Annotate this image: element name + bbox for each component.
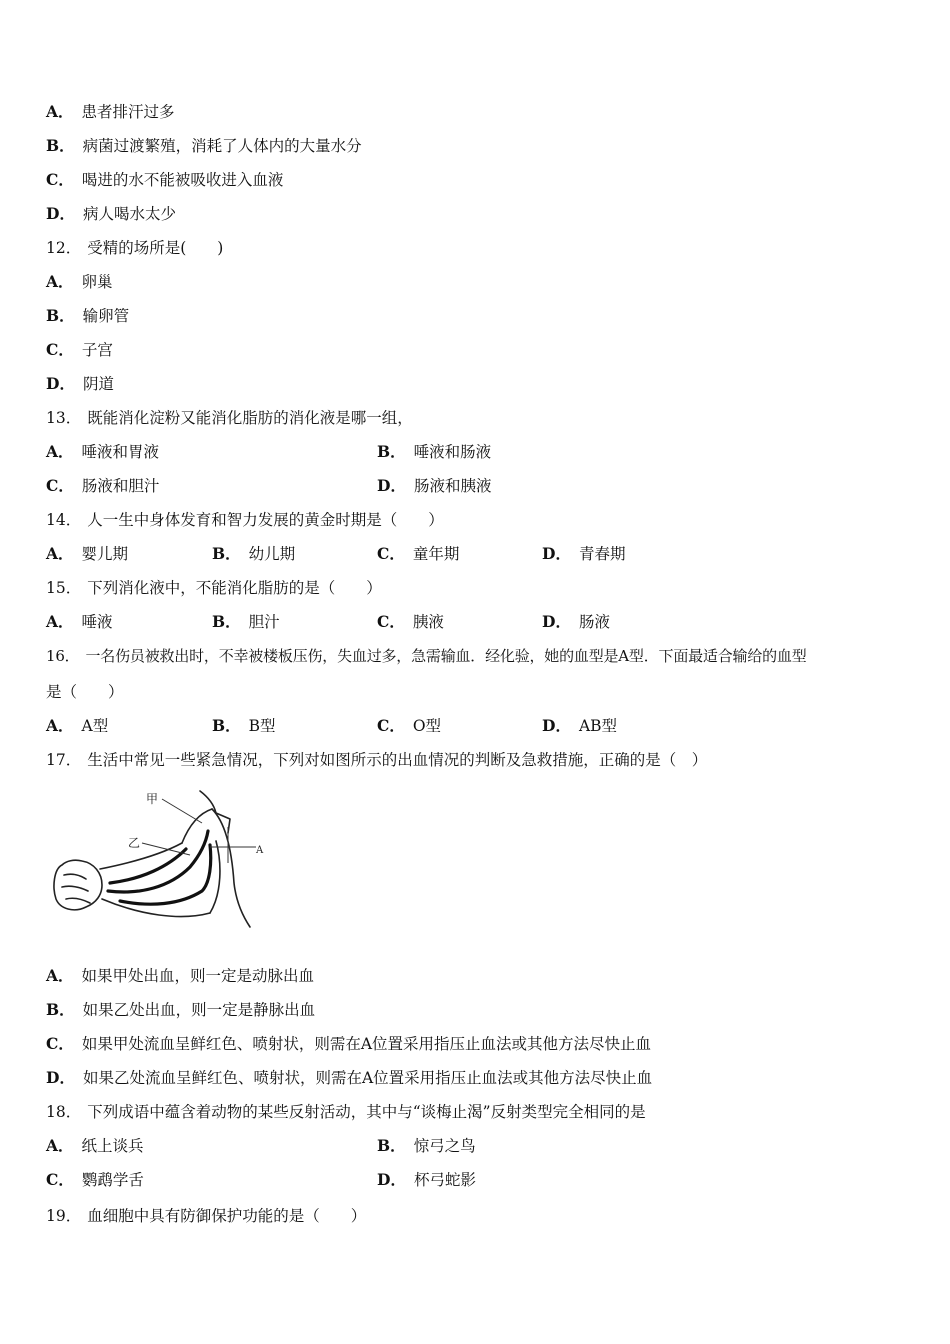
q12-option-b: B． 输卵管 <box>46 306 130 325</box>
q18-option-d: D． 杯弓蛇影 <box>377 1170 476 1189</box>
arm-bleeding-figure <box>50 783 265 933</box>
torso-line <box>212 809 250 927</box>
forearm-upper <box>100 843 182 869</box>
q15-option-d: D． 肠液 <box>542 612 610 631</box>
q13-option-b: B． 唾液和肠液 <box>377 442 492 461</box>
q17-option-d: D． 如果乙处流血呈鲜红色、喷射状，则需在A位置采用指压止血法或其他方法尽快止血 <box>46 1068 653 1087</box>
q18-option-b: B． 惊弓之鸟 <box>377 1136 476 1155</box>
q14-option-a: A． 婴儿期 <box>46 544 129 563</box>
q14-option-b: B． 幼儿期 <box>212 544 296 563</box>
q12-stem: 12． 受精的场所是( ) <box>46 239 224 257</box>
pointer-yi <box>142 843 190 855</box>
fist-outline <box>54 860 102 910</box>
label-a: A <box>256 845 264 856</box>
q17-stem: 17． 生活中常见一些紧急情况，下列对如图所示的出血情况的判断及急救措施，正确的是（ ） <box>46 751 708 769</box>
q16-stem-line1: 16． 一名伤员被救出时，不幸被楼板压伤，失血过多，急需输血．经化验，她的血型是A型．下面最适合输给的血型 <box>46 647 807 665</box>
q16-stem-line2: 是（ ） <box>46 683 124 701</box>
pointer-jia <box>162 799 202 823</box>
q13-option-d: D． 肠液和胰液 <box>377 476 492 495</box>
q11-option-c: C． 喝进的水不能被吸收进入血液 <box>46 170 284 189</box>
q15-option-b: B． 胆汁 <box>212 612 280 631</box>
vessel-main <box>108 831 208 892</box>
q13-stem: 13． 既能消化淀粉又能消化脂肪的消化液是哪一组， <box>46 409 413 427</box>
q12-option-c: C． 子宫 <box>46 340 113 359</box>
q16-option-c: C． O型 <box>377 716 442 735</box>
forearm-lower <box>102 899 210 917</box>
q14-stem: 14． 人一生中身体发育和智力发展的黄金时期是（ ） <box>46 511 444 529</box>
arm-diagram-svg <box>50 783 265 933</box>
fist-finger-3 <box>66 898 90 903</box>
q16-option-a: A． A型 <box>46 716 109 735</box>
fist-finger-1 <box>64 874 86 879</box>
label-yi: 乙 <box>128 836 141 850</box>
q16-option-b: B． B型 <box>212 716 276 735</box>
q17-option-b: B． 如果乙处出血，则一定是静脉出血 <box>46 1000 316 1019</box>
q12-option-a: A． 卵巢 <box>46 272 113 291</box>
q11-option-a: A． 患者排汗过多 <box>46 102 175 121</box>
q15-option-c: C． 胰液 <box>377 612 444 631</box>
label-jia: 甲 <box>146 792 159 806</box>
q11-option-b: B． 病菌过渡繁殖，消耗了人体内的大量水分 <box>46 136 362 155</box>
q17-option-c: C． 如果甲处流血呈鲜红色、喷射状，则需在A位置采用指压止血法或其他方法尽快止血 <box>46 1034 652 1053</box>
vessel-lower <box>120 845 211 904</box>
q18-stem: 18． 下列成语中蕴含着动物的某些反射活动，其中与“谈梅止渴”反射类型完全相同的是 <box>46 1103 646 1121</box>
q14-option-c: C． 童年期 <box>377 544 460 563</box>
q15-stem: 15． 下列消化液中，不能消化脂肪的是（ ） <box>46 579 382 597</box>
q17-option-a: A． 如果甲处出血，则一定是动脉出血 <box>46 966 315 985</box>
q13-option-c: C． 肠液和胆汁 <box>46 476 160 495</box>
q13-option-a: A． 唾液和胃液 <box>46 442 160 461</box>
q14-option-d: D． 青春期 <box>542 544 626 563</box>
q15-option-a: A． 唾液 <box>46 612 113 631</box>
q11-option-d: D． 病人喝水太少 <box>46 204 176 223</box>
q19-stem: 19． 血细胞中具有防御保护功能的是（ ） <box>46 1207 367 1225</box>
fist-finger-2 <box>62 886 88 891</box>
q16-option-d: D． AB型 <box>542 716 618 735</box>
q12-option-d: D． 阴道 <box>46 374 114 393</box>
q18-option-c: C． 鹦鹉学舌 <box>46 1170 144 1189</box>
q18-option-a: A． 纸上谈兵 <box>46 1136 144 1155</box>
